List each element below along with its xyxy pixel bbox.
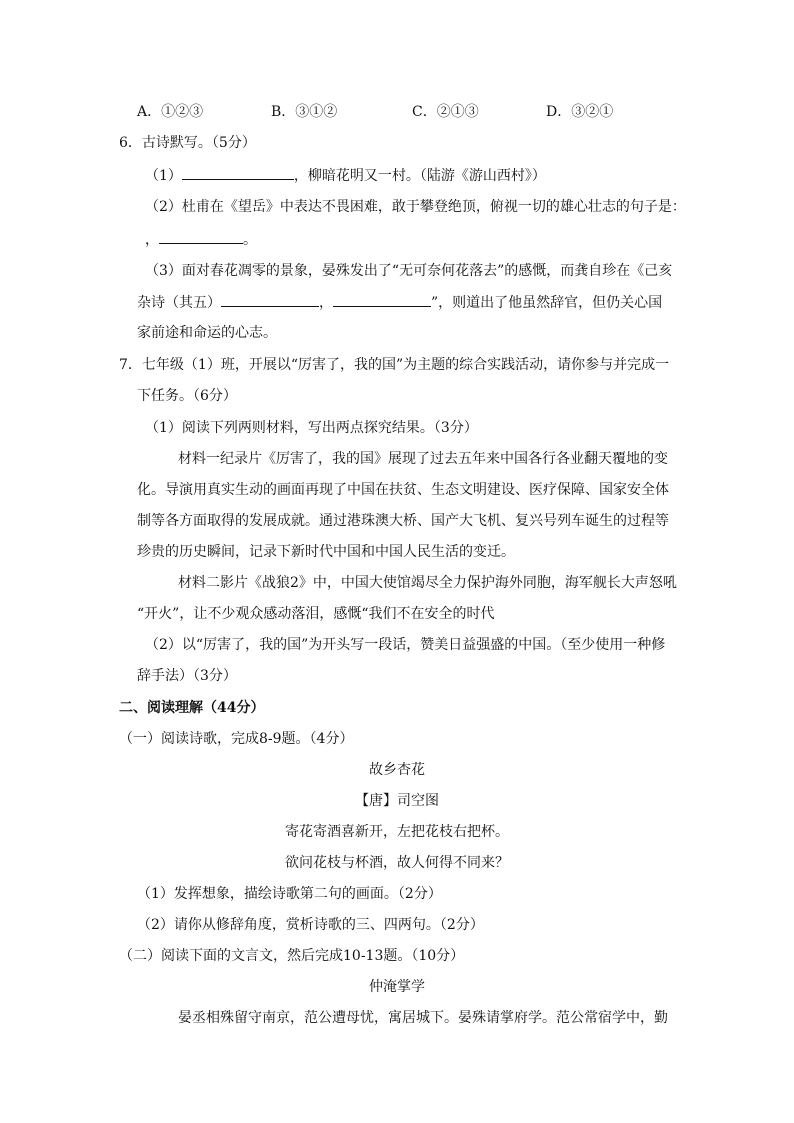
q7-sub2-line1: （2）以“厉害了，我的国”为开头写一段话，赞美日益强盛的中国。（至少使用一种修 <box>145 637 666 653</box>
material1-line3: 制等各方面取得的发展成就。通过港珠澳大桥、国产大飞机、复兴号列车诞生的过程等 <box>137 513 669 529</box>
poem-line2: 欲问花枝与杯酒，故人何得不同来？ <box>285 855 509 871</box>
prose-line1: 晏丞相殊留守南京，范公遭母忧，寓居城下。晏殊请掌府学。范公常宿学中，勤 <box>178 1010 668 1026</box>
section2-title: 二、阅读理解（44分） <box>119 700 265 716</box>
material2-line1: 材料二影片《战狼2》中，中国大使馆竭尽全力保护海外同胞，海军舰长大声怒吼 <box>178 575 677 591</box>
q6-sub1-suffix: ，柳暗花明又一村。（陆游《游山西村》） <box>293 168 546 184</box>
option-c: C．②①③ <box>412 104 479 120</box>
q7-sub2-line2: 辞手法）（3分） <box>137 668 237 684</box>
q6-sub2-comma: ， <box>145 232 159 248</box>
q6-sub2-line1: （2）杜甫在《望岳》中表达不畏困难，敢于攀登绝顶，俯视一切的雄心壮志的句子是： <box>145 199 686 215</box>
q6-sub2-period: 。 <box>243 232 257 248</box>
q6-sub2-line2 <box>145 229 257 250</box>
answer-blank[interactable] <box>221 292 319 307</box>
q7-line1: 7．七年级（1）班，开展以“厉害了，我的国”为主题的综合实践活动，请你参与并完成一 <box>119 357 670 373</box>
poem-author: 【唐】司空图 <box>355 793 439 809</box>
q6-sub3-suffix: ”，则道出了他虽然辞官，但仍关心国 <box>431 295 663 311</box>
material1-line1: 材料一纪录片《厉害了，我的国》展现了过去五年来中国各行各业翻天覆地的变 <box>178 451 668 467</box>
q6-sub3-line2 <box>137 292 662 313</box>
q9-prompt: （2）请你从修辞角度，赏析诗歌的三、四两句。（2分） <box>137 917 484 933</box>
part2-instruction: （二）阅读下面的文言文，然后完成10-13题。（10分） <box>119 948 465 964</box>
part1-instruction: （一）阅读诗歌，完成8-9题。（4分） <box>119 731 354 747</box>
answer-blank[interactable] <box>182 165 294 180</box>
poem-title: 故乡杏花 <box>369 762 425 778</box>
q6-sub3-line1: （3）面对春花凋零的景象，晏殊发出了“无可奈何花落去”的感慨，而龚自珍在《己亥 <box>145 263 673 279</box>
q7-line2: 下任务。（6分） <box>137 388 237 404</box>
option-b: B．③①② <box>271 104 338 120</box>
q6-sub1 <box>145 165 546 186</box>
q6-sub3-comma: ， <box>319 295 333 311</box>
material1-line2: 化。导演用真实生动的画面再现了中国在扶贫、生态文明建设、医疗保障、国家安全体 <box>137 482 669 498</box>
poem-line1: 寄花寄酒喜新开，左把花枝右把杯。 <box>285 824 509 840</box>
material1-line4: 珍贵的历史瞬间，记录下新时代中国和中国人民生活的变迁。 <box>137 544 515 560</box>
option-d: D．③②① <box>546 104 614 120</box>
answer-blank[interactable] <box>333 292 431 307</box>
q6-sub1-prefix: （1） <box>145 168 182 184</box>
q8-prompt: （1）发挥想象，描绘诗歌第二句的画面。（2分） <box>137 886 442 902</box>
answer-blank[interactable] <box>159 229 243 244</box>
prose-title: 仲淹掌学 <box>369 979 425 995</box>
q7-sub1: （1）阅读下列两则材料，写出两点探究结果。（3分） <box>145 420 478 436</box>
q6-title: 6．古诗默写。（5分） <box>119 135 256 151</box>
q6-sub3-prefix: 杂诗（其五） <box>137 295 221 311</box>
option-a: A．①②③ <box>137 104 204 120</box>
material2-line2: “开火”，让不少观众感动落泪，感慨“我们不在安全的时代 <box>137 606 495 622</box>
q6-sub3-line3: 家前途和命运的心志。 <box>137 325 277 341</box>
